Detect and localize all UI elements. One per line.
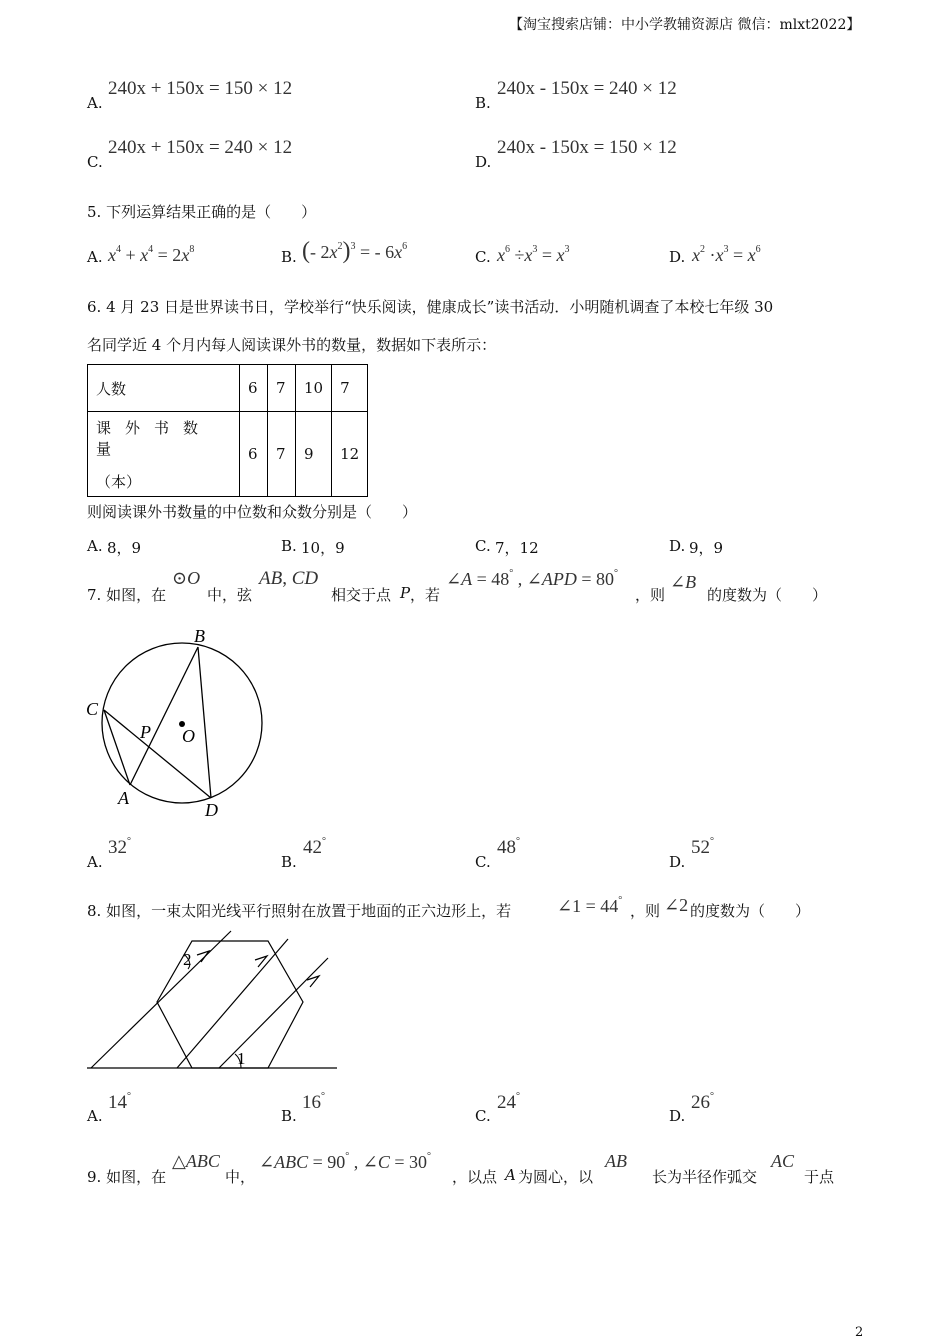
sun-ray — [219, 958, 328, 1068]
option-text: 8，9 — [107, 539, 142, 557]
option-letter: C. — [475, 537, 491, 555]
stem-part: ，以点 — [452, 1168, 498, 1186]
label-angle-2: 2 — [183, 950, 192, 969]
option-letter: A. — [87, 537, 103, 555]
stem-part: ，则 — [635, 586, 666, 604]
option-letter: C. — [475, 248, 491, 266]
point-p: P — [400, 584, 411, 602]
table-row-label-line2: （本） — [96, 472, 142, 491]
option-letter: C. — [475, 1107, 491, 1125]
option-a-formula: $x^4 + x^4 = 2x^8$ — [108, 244, 195, 265]
option-letter: C. — [475, 853, 491, 871]
option-angle-value: 52 — [691, 837, 710, 858]
table-cell: 7 — [268, 365, 296, 412]
option-letter: B. — [281, 853, 297, 871]
stem-part: 中， — [225, 1168, 256, 1186]
option-expression: 240x + 150x = 240 × 12 — [108, 137, 293, 158]
page-number: 2 — [855, 1325, 864, 1340]
option-letter: B. — [281, 1107, 297, 1125]
option-text: 9，9 — [689, 539, 724, 557]
label-b: B — [194, 626, 205, 646]
reading-data-table — [87, 364, 368, 497]
circle-chord-figure — [80, 620, 280, 825]
given-angles: ∠ABC = 90° , ∠C = 30° — [259, 1151, 432, 1172]
segment-ac: AC — [771, 1151, 795, 1171]
label-c: C — [86, 699, 99, 719]
option-angle: 24° — [497, 1091, 520, 1113]
option-letter: A. — [87, 853, 103, 871]
stem-part: 于点 — [804, 1168, 835, 1186]
page-header: 【淘宝搜索店铺：中小学教辅资源店 微信：mlxt2022】 — [509, 17, 861, 33]
table-cell: 10 — [296, 365, 332, 412]
option-angle-value: 16 — [302, 1092, 321, 1113]
option-expression: 240x - 150x = 150 × 12 — [497, 137, 677, 158]
label-d: D — [205, 800, 218, 820]
option-text: 7，12 — [495, 539, 539, 557]
option-letter: D. — [475, 153, 492, 171]
option-b-formula: (- $2x^2)^3$ = - $6x^6$ — [302, 238, 408, 264]
table-row-label-line1: 课外书数量 — [96, 418, 213, 458]
sun-ray — [91, 931, 231, 1068]
option-angle-value: 42 — [303, 837, 322, 858]
option-angle: 26° — [691, 1091, 714, 1113]
question-5-stem: 5. 下列运算结果正确的是（ ） — [87, 203, 317, 221]
sun-ray — [177, 939, 288, 1068]
option-c-formula: $x^6 \div x^3 = x^3$ — [497, 244, 570, 265]
option-letter: B. — [281, 248, 297, 266]
table-row-label: 人数 — [88, 365, 240, 412]
chords-ab-cd: AB, CD — [259, 568, 319, 589]
ray-arrow-icon — [197, 951, 209, 962]
label-o: O — [182, 726, 195, 746]
chord-ab — [130, 647, 198, 785]
option-expression: 240x - 150x = 240 × 12 — [497, 78, 677, 99]
option-letter: D. — [669, 1107, 686, 1125]
triangle-abc: △ABC — [172, 1151, 220, 1171]
option-angle-value: 48 — [497, 837, 516, 858]
option-letter: B. — [475, 94, 491, 112]
option-angle: 14° — [108, 1091, 131, 1113]
angle-b: ∠B — [670, 572, 697, 592]
circle-o-symbol: ⊙O — [172, 568, 201, 588]
option-angle-value: 24 — [497, 1092, 516, 1113]
question-6-stem-line1: 6. 4 月 23 日是世界读书日，学校举行“快乐阅读，健康成长”读书活动．小明随机调查了本校七年级 30 — [87, 298, 774, 316]
table-cell: 6 — [240, 365, 268, 412]
label-a: A — [118, 788, 129, 808]
option-text: 10，9 — [301, 539, 345, 557]
option-angle-value: 14 — [108, 1092, 127, 1113]
hexagon-sunlight-figure — [85, 925, 340, 1075]
option-letter: D. — [669, 853, 686, 871]
segment-bd — [198, 647, 211, 798]
option-angle: 32° — [108, 836, 131, 858]
option-letter: D. — [669, 537, 686, 555]
stem-part: ，若 — [410, 586, 441, 604]
table-cell: 7 — [268, 412, 296, 497]
stem-part: 9. 如图，在 — [87, 1168, 167, 1186]
table-row — [88, 412, 368, 497]
label-p: P — [140, 722, 151, 742]
option-angle: 48° — [497, 836, 520, 858]
option-angle-value: 32 — [108, 837, 127, 858]
given-angle-1: ∠1 = 44° — [557, 895, 623, 916]
question-6-stem-line2: 名同学近 4 个月内每人阅读课外书的数量，数据如下表所示： — [87, 336, 497, 354]
table-cell: 12 — [332, 412, 368, 497]
table-cell: 6 — [240, 412, 268, 497]
option-expression: 240x + 150x = 150 × 12 — [108, 78, 293, 99]
option-angle: 52° — [691, 836, 714, 858]
chord-cd — [104, 710, 211, 798]
option-letter: A. — [87, 248, 103, 266]
stem-part: 的度数为（ ） — [707, 586, 828, 604]
stem-part: 长为半径作弧交 — [652, 1168, 758, 1186]
option-d-formula: $x^2 \cdot x^3 = x^6$ — [692, 244, 761, 265]
option-letter: B. — [281, 537, 297, 555]
stem-part: ，则 — [630, 902, 661, 920]
option-angle: 16° — [302, 1091, 325, 1113]
option-letter: C. — [87, 153, 103, 171]
stem-part: 8. 如图，一束太阳光线平行照射在放置于地面的正六边形上，若 — [87, 902, 512, 920]
option-angle-value: 26 — [691, 1092, 710, 1113]
option-angle: 42° — [303, 836, 326, 858]
table-cell: 7 — [332, 365, 368, 412]
option-letter: A. — [87, 1107, 103, 1125]
stem-part: 中，弦 — [207, 586, 253, 604]
stem-part: 7. 如图，在 — [87, 586, 167, 604]
table-row-label — [88, 412, 240, 497]
stem-part: 为圆心，以 — [518, 1168, 594, 1186]
given-angles: ∠A = 48° , ∠APD = 80° — [446, 568, 618, 589]
label-angle-1: 1 — [237, 1049, 246, 1068]
segment-ab: AB — [605, 1151, 627, 1171]
question-6-question: 则阅读课外书数量的中位数和众数分别是（ ） — [87, 503, 418, 521]
option-letter: A. — [87, 94, 103, 112]
angle-2: ∠2 — [664, 895, 689, 915]
option-letter: D. — [669, 248, 686, 266]
table-row — [88, 365, 368, 412]
stem-part: 的度数为（ ） — [690, 902, 811, 920]
table-cell: 9 — [296, 412, 332, 497]
point-a: A — [505, 1166, 516, 1184]
stem-part: 相交于点 — [331, 586, 392, 604]
